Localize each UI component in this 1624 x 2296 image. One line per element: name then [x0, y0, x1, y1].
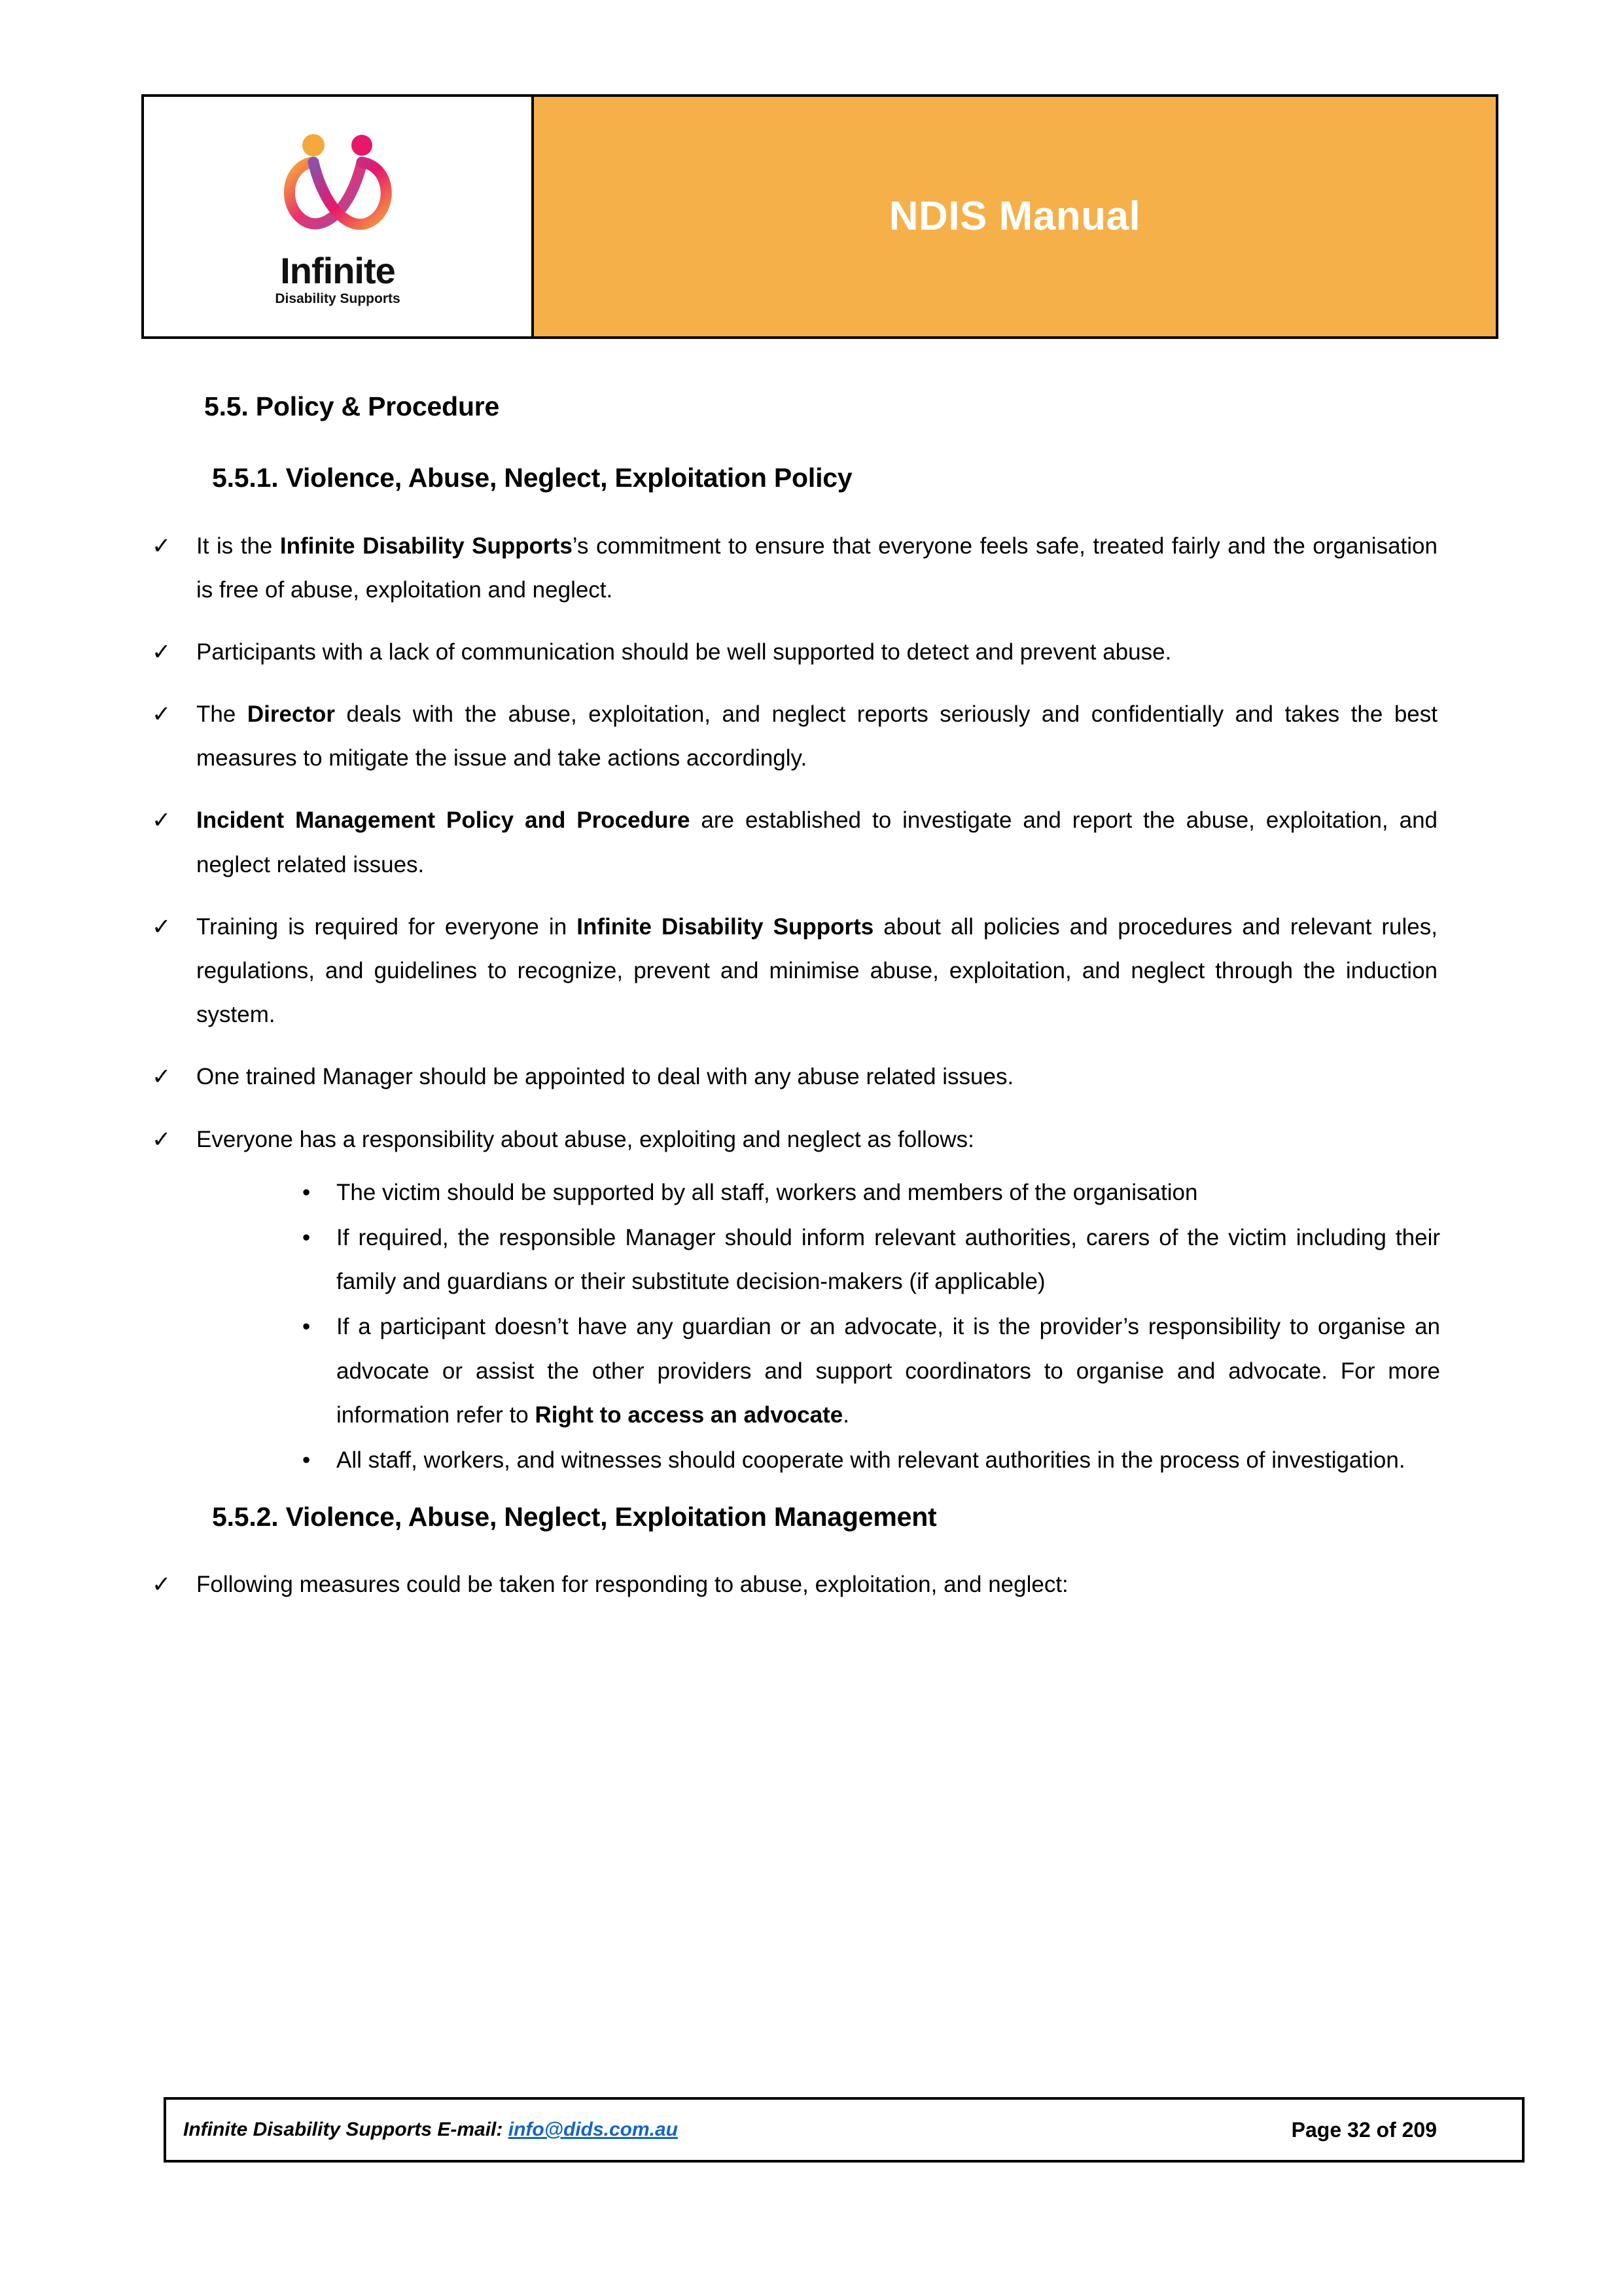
- emphasis-text: Director: [247, 701, 336, 728]
- footer-org-line: [166, 2119, 1292, 2141]
- document-footer: [164, 2097, 1525, 2163]
- policy-bullet-list: [145, 524, 1438, 1161]
- company-logo: [230, 131, 446, 306]
- body-text: ’s commitment to ensure that everyone feels safe, treated fairly and the organisation is free of abuse, exploitation and neglect.: [196, 533, 1438, 603]
- responsibility-sub-list-wrapper: [298, 1171, 1440, 1482]
- header-title-cell: [534, 97, 1496, 336]
- check-bullet-icon: ✓: [152, 807, 171, 834]
- logo-wordmark: Infinite: [280, 249, 395, 291]
- emphasis-text: Infinite Disability Supports: [576, 913, 874, 940]
- check-bullet-icon: ✓: [152, 913, 171, 940]
- footer-email-link[interactable]: info@dids.com.au: [508, 2119, 678, 2140]
- responsibility-bullet-item: [298, 1171, 1440, 1214]
- check-bullet-icon: ✓: [152, 1064, 171, 1090]
- emphasis-text: Right to access an advocate: [535, 1402, 843, 1428]
- check-bullet-icon: ✓: [152, 639, 171, 665]
- footer-page-number: Page 32 of 209: [1291, 2117, 1437, 2142]
- check-bullet-icon: ✓: [152, 1126, 171, 1152]
- body-text: One trained Manager should be appointed to deal with any abuse related issues.: [196, 1064, 1014, 1090]
- document-title: NDIS Manual: [889, 194, 1141, 239]
- subsection-heading-5-5-2: 5.5.2. Violence, Abuse, Neglect, Exploitation Management: [212, 1502, 937, 1532]
- header-logo-cell: [144, 97, 534, 336]
- dot-bullet-icon: •: [302, 1314, 311, 1340]
- management-bullet-list: [145, 1563, 1438, 1606]
- body-text: about all policies and procedures and relevant rules, regulations, and guidelines to recognize, prevent and minimise abuse, exploitation, and neglect through the induction system.: [196, 913, 1438, 1028]
- body-text: deals with the abuse, exploitation, and neglect reports seriously and confidentially and takes the best measures to mitigate the issue and take actions accordingly.: [196, 701, 1438, 771]
- dot-bullet-icon: •: [302, 1447, 311, 1473]
- subsection-heading-5-5-1: 5.5.1. Violence, Abuse, Neglect, Exploitation Policy: [212, 463, 853, 493]
- policy-bullet-item: [145, 630, 1438, 674]
- body-text: The victim should be supported by all staff, workers and members of the organisation: [336, 1179, 1198, 1205]
- policy-bullet-item: [145, 905, 1438, 1037]
- body-text: Following measures could be taken for responding to abuse, exploitation, and neglect:: [196, 1572, 1068, 1598]
- dot-bullet-icon: •: [302, 1179, 311, 1205]
- policy-bullet-item: [145, 1055, 1438, 1099]
- infinity-people-logo-icon: [269, 131, 406, 255]
- footer-org-label: Infinite Disability Supports E-mail:: [183, 2119, 503, 2140]
- policy-bullet-item: [145, 1118, 1438, 1161]
- body-text: .: [843, 1402, 849, 1428]
- body-text: are established to investigate and report the abuse, exploitation, and neglect related issues.: [196, 807, 1438, 877]
- policy-bullet-item: [145, 692, 1438, 780]
- section-heading-5-5: 5.5. Policy & Procedure: [204, 391, 500, 421]
- body-text: Training is required for everyone in: [196, 913, 577, 940]
- management-bullet-item: [145, 1563, 1438, 1606]
- responsibility-bullet-item: [298, 1305, 1440, 1437]
- body-text: Participants with a lack of communication should be well supported to detect and prevent abuse.: [196, 639, 1172, 665]
- logo-dot-right: [351, 135, 372, 156]
- check-bullet-icon: ✓: [152, 701, 171, 728]
- responsibility-bullet-item: [298, 1438, 1440, 1482]
- logo-subtext: Disability Supports: [275, 291, 400, 306]
- body-text: It is the: [196, 533, 280, 559]
- policy-bullet-item: [145, 524, 1438, 612]
- check-bullet-icon: ✓: [152, 533, 171, 559]
- body-text: Everyone has a responsibility about abuse, exploiting and neglect as follows:: [196, 1126, 974, 1152]
- body-text: If a participant doesn’t have any guardian or an advocate, it is the provider’s responsibility to organise an advocate or assist the other providers and support coordinators to organise and advocate. For more information refer to: [336, 1314, 1440, 1428]
- body-text: The: [196, 701, 247, 728]
- logo-dot-left: [302, 134, 325, 156]
- responsibility-bullet-list: [298, 1171, 1440, 1482]
- check-bullet-icon: ✓: [152, 1572, 171, 1598]
- policy-bullet-item: [145, 798, 1438, 886]
- dot-bullet-icon: •: [302, 1224, 311, 1250]
- emphasis-text: Incident Management Policy and Procedure: [196, 807, 690, 834]
- emphasis-text: Infinite Disability Supports: [279, 533, 573, 559]
- responsibility-bullet-item: [298, 1216, 1440, 1303]
- body-text: All staff, workers, and witnesses should cooperate with relevant authorities in the process of investigation.: [336, 1447, 1405, 1473]
- document-header-table: [141, 94, 1498, 339]
- body-text: If required, the responsible Manager should inform relevant authorities, carers of the victim including their family and guardians or their substitute decision-makers (if applicable): [336, 1224, 1440, 1295]
- document-body: [145, 390, 1438, 1607]
